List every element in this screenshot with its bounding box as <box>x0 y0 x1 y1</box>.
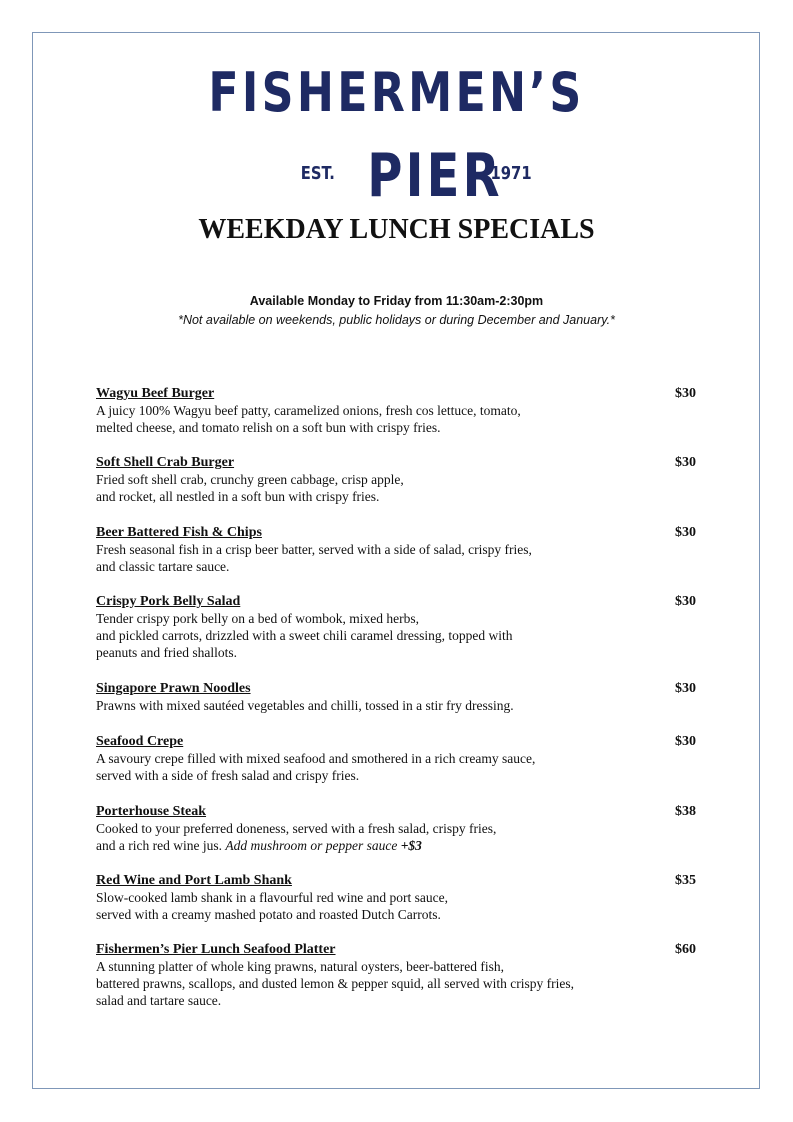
description-line: A savoury crepe filled with mixed seafood and smothered in a rich creamy sauce, <box>96 751 536 766</box>
menu-item-seafood-crepe <box>96 733 696 784</box>
menu-item-description <box>96 958 696 1009</box>
menu-item-price: $30 <box>675 594 696 609</box>
menu-item-price: $30 <box>675 525 696 540</box>
menu-item-price: $30 <box>675 734 696 749</box>
addon-price: +$3 <box>400 838 422 853</box>
menu-item-crispy-pork-belly-salad <box>96 593 696 661</box>
description-line: served with a side of fresh salad and crispy fries. <box>96 768 360 783</box>
menu-item-price: $30 <box>675 455 696 470</box>
menu-item-name: Porterhouse Steak <box>96 804 207 819</box>
logo-pier: PIER <box>367 141 503 211</box>
description-line: melted cheese, and tomato relish on a soft bun with crispy fries. <box>96 420 441 435</box>
menu-item-price: $38 <box>675 804 696 819</box>
menu-item-name: Wagyu Beef Burger <box>96 386 215 401</box>
menu-item-name: Fishermen’s Pier Lunch Seafood Platter <box>96 942 336 957</box>
menu-item-price: $60 <box>675 942 696 957</box>
description-line: Tender crispy pork belly on a bed of wombok, mixed herbs, <box>96 611 419 626</box>
menu-item-price: $35 <box>675 873 696 888</box>
menu-item-description <box>96 750 656 784</box>
description-line-text: and a rich red wine jus. <box>96 838 222 853</box>
description-line: Fried soft shell crab, crunchy green cabbage, crisp apple, <box>96 472 404 487</box>
menu-item-name: Singapore Prawn Noodles <box>96 681 251 696</box>
menu-item-price: $30 <box>675 681 696 696</box>
logo-est-year: 1971 <box>490 163 532 184</box>
description-line: Prawns with mixed sautéed vegetables and chilli, tossed in a stir fry dressing. <box>96 698 514 713</box>
menu-item-name: Red Wine and Port Lamb Shank <box>96 873 292 888</box>
menu-item-name: Beer Battered Fish & Chips <box>96 525 262 540</box>
description-line: Fresh seasonal fish in a crisp beer batter, served with a side of salad, crispy fries, <box>96 542 532 557</box>
description-line: and classic tartare sauce. <box>96 559 230 574</box>
description-line <box>96 837 656 854</box>
menu-item-description <box>96 471 656 505</box>
menu-item-description <box>96 402 656 436</box>
description-line: and pickled carrots, drizzled with a sweet chili caramel dressing, topped with <box>96 628 513 643</box>
menu-item-seafood-platter <box>96 941 696 1009</box>
description-line: peanuts and fried shallots. <box>96 645 237 660</box>
availability-text: Available Monday to Friday from 11:30am-2:30pm <box>249 294 544 308</box>
menu-item-name: Seafood Crepe <box>96 734 184 749</box>
logo-fishermens: FISHERMEN’S <box>208 61 585 124</box>
menu-item-name: Crispy Pork Belly Salad <box>96 594 241 609</box>
menu-item-description <box>96 610 656 661</box>
description-line: and rocket, all nestled in a soft bun with crispy fries. <box>96 489 380 504</box>
description-line: A juicy 100% Wagyu beef patty, caramelized onions, fresh cos lettuce, tomato, <box>96 403 521 418</box>
menu-item-wagyu-beef-burger <box>96 385 696 436</box>
menu-item-description <box>96 820 656 854</box>
logo-row <box>0 141 793 211</box>
menu-item-porterhouse-steak <box>96 803 696 854</box>
description-line: Slow-cooked lamb shank in a flavourful red wine and port sauce, <box>96 890 449 905</box>
menu-item-description <box>96 697 656 714</box>
description-line: Cooked to your preferred doneness, served with a fresh salad, crispy fries, <box>96 821 497 836</box>
availability-note: *Not available on weekends, public holidays or during December and January.* <box>178 313 615 327</box>
addon-text: Add mushroom or pepper sauce <box>225 838 398 853</box>
menu-item-price: $30 <box>675 386 696 401</box>
menu-item-soft-shell-crab-burger <box>96 454 696 505</box>
logo-est-label: EST. <box>300 163 335 184</box>
menu-item-singapore-prawn-noodles <box>96 680 696 714</box>
menu-item-description <box>96 541 656 575</box>
description-line: salad and tartare sauce. <box>96 993 222 1008</box>
description-line: served with a creamy mashed potato and roasted Dutch Carrots. <box>96 907 441 922</box>
description-line: battered prawns, scallops, and dusted lemon & pepper squid, all served with crispy fries, <box>96 976 575 991</box>
page-title: WEEKDAY LUNCH SPECIALS <box>198 214 595 245</box>
menu-item-lamb-shank <box>96 872 696 923</box>
menu-item-fish-and-chips <box>96 524 696 575</box>
menu-item-name: Soft Shell Crab Burger <box>96 455 235 470</box>
menu-item-description <box>96 889 656 923</box>
description-line: A stunning platter of whole king prawns, natural oysters, beer-battered fish, <box>96 959 504 974</box>
